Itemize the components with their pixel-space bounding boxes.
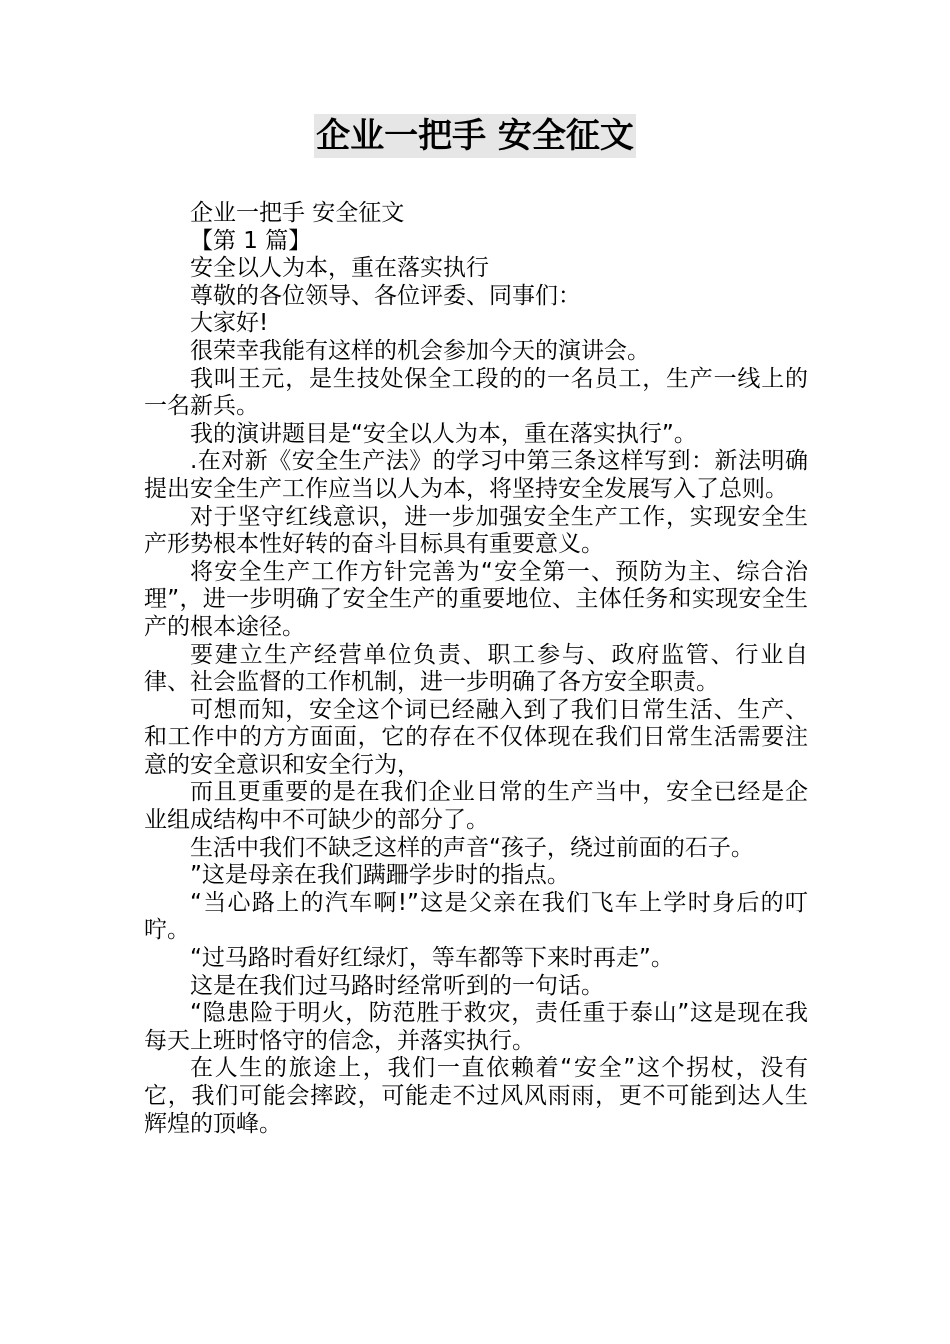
paragraph: 要建立生产经营单位负责、职工参与、政府监管、行业自律、社会监督的工作机制，进一步明确了各方安全职责。 (144, 641, 808, 696)
title-container (0, 114, 950, 158)
document-title: 企业一把手 安全征文 (316, 116, 634, 156)
paragraph: 而且更重要的是在我们企业日常的生产当中，安全已经是企业组成结构中不可缺少的部分了。 (144, 779, 808, 834)
paragraph: 企业一把手 安全征文 (190, 200, 405, 226)
paragraph: 大家好! (190, 310, 269, 337)
paragraph: 尊敬的各位领导、各位评委、同事们： (190, 282, 581, 309)
paragraph: 将安全生产工作方针完善为“安全第一、预防为主、综合治理”，进一步明确了安全生产的重要地位、主体任务和实现安全生产的根本途径。 (144, 558, 808, 640)
paragraph: ”这是母亲在我们蹒跚学步时的指点。 (190, 862, 570, 889)
paragraph: 在人生的旅途上，我们一直依赖着“安全”这个拐杖，没有它，我们可能会摔跤，可能走不过风风雨雨，更不可能到达人生辉煌的顶峰。 (144, 1055, 808, 1137)
paragraph: “过马路时看好红绿灯，等车都等下来时再走”。 (190, 945, 674, 972)
paragraph: 很荣幸我能有这样的机会参加今天的演讲会。 (190, 337, 650, 364)
paragraph: 【第 1 篇】 (190, 227, 312, 254)
paragraph: “隐患险于明火，防范胜于救灾，责任重于泰山”这是现在我每天上班时恪守的信念，并落实执行。 (144, 1000, 808, 1054)
paragraph: 对于坚守红线意识，进一步加强安全生产工作，实现安全生产形势根本性好转的奋斗目标具有重要意义。 (144, 503, 808, 558)
paragraph: 可想而知，安全这个词已经融入到了我们日常生活、生产、和工作中的方方面面，它的存在不仅体现在我们日常生活需要注意的安全意识和安全行为， (144, 696, 808, 778)
paragraph: 我的演讲题目是“安全以人为本，重在落实执行”。 (190, 420, 697, 447)
paragraph: 这是在我们过马路时经常听到的一句话。 (190, 972, 604, 999)
paragraph: “当心路上的汽车啊!”这是父亲在我们飞车上学时身后的叮咛。 (144, 889, 808, 944)
paragraph: 安全以人为本，重在落实执行 (190, 255, 489, 282)
paragraph: .在对新《安全生产法》的学习中第三条这样写到：新法明确提出安全生产工作应当以人为本，将坚持安全发展写入了总则。 (144, 448, 808, 502)
document-body (144, 200, 808, 1138)
paragraph: 我叫王元，是生技处保全工段的的一名员工，生产一线上的一名新兵。 (144, 365, 808, 420)
paragraph: 生活中我们不缺乏这样的声音“孩子，绕过前面的石子。 (190, 834, 754, 861)
